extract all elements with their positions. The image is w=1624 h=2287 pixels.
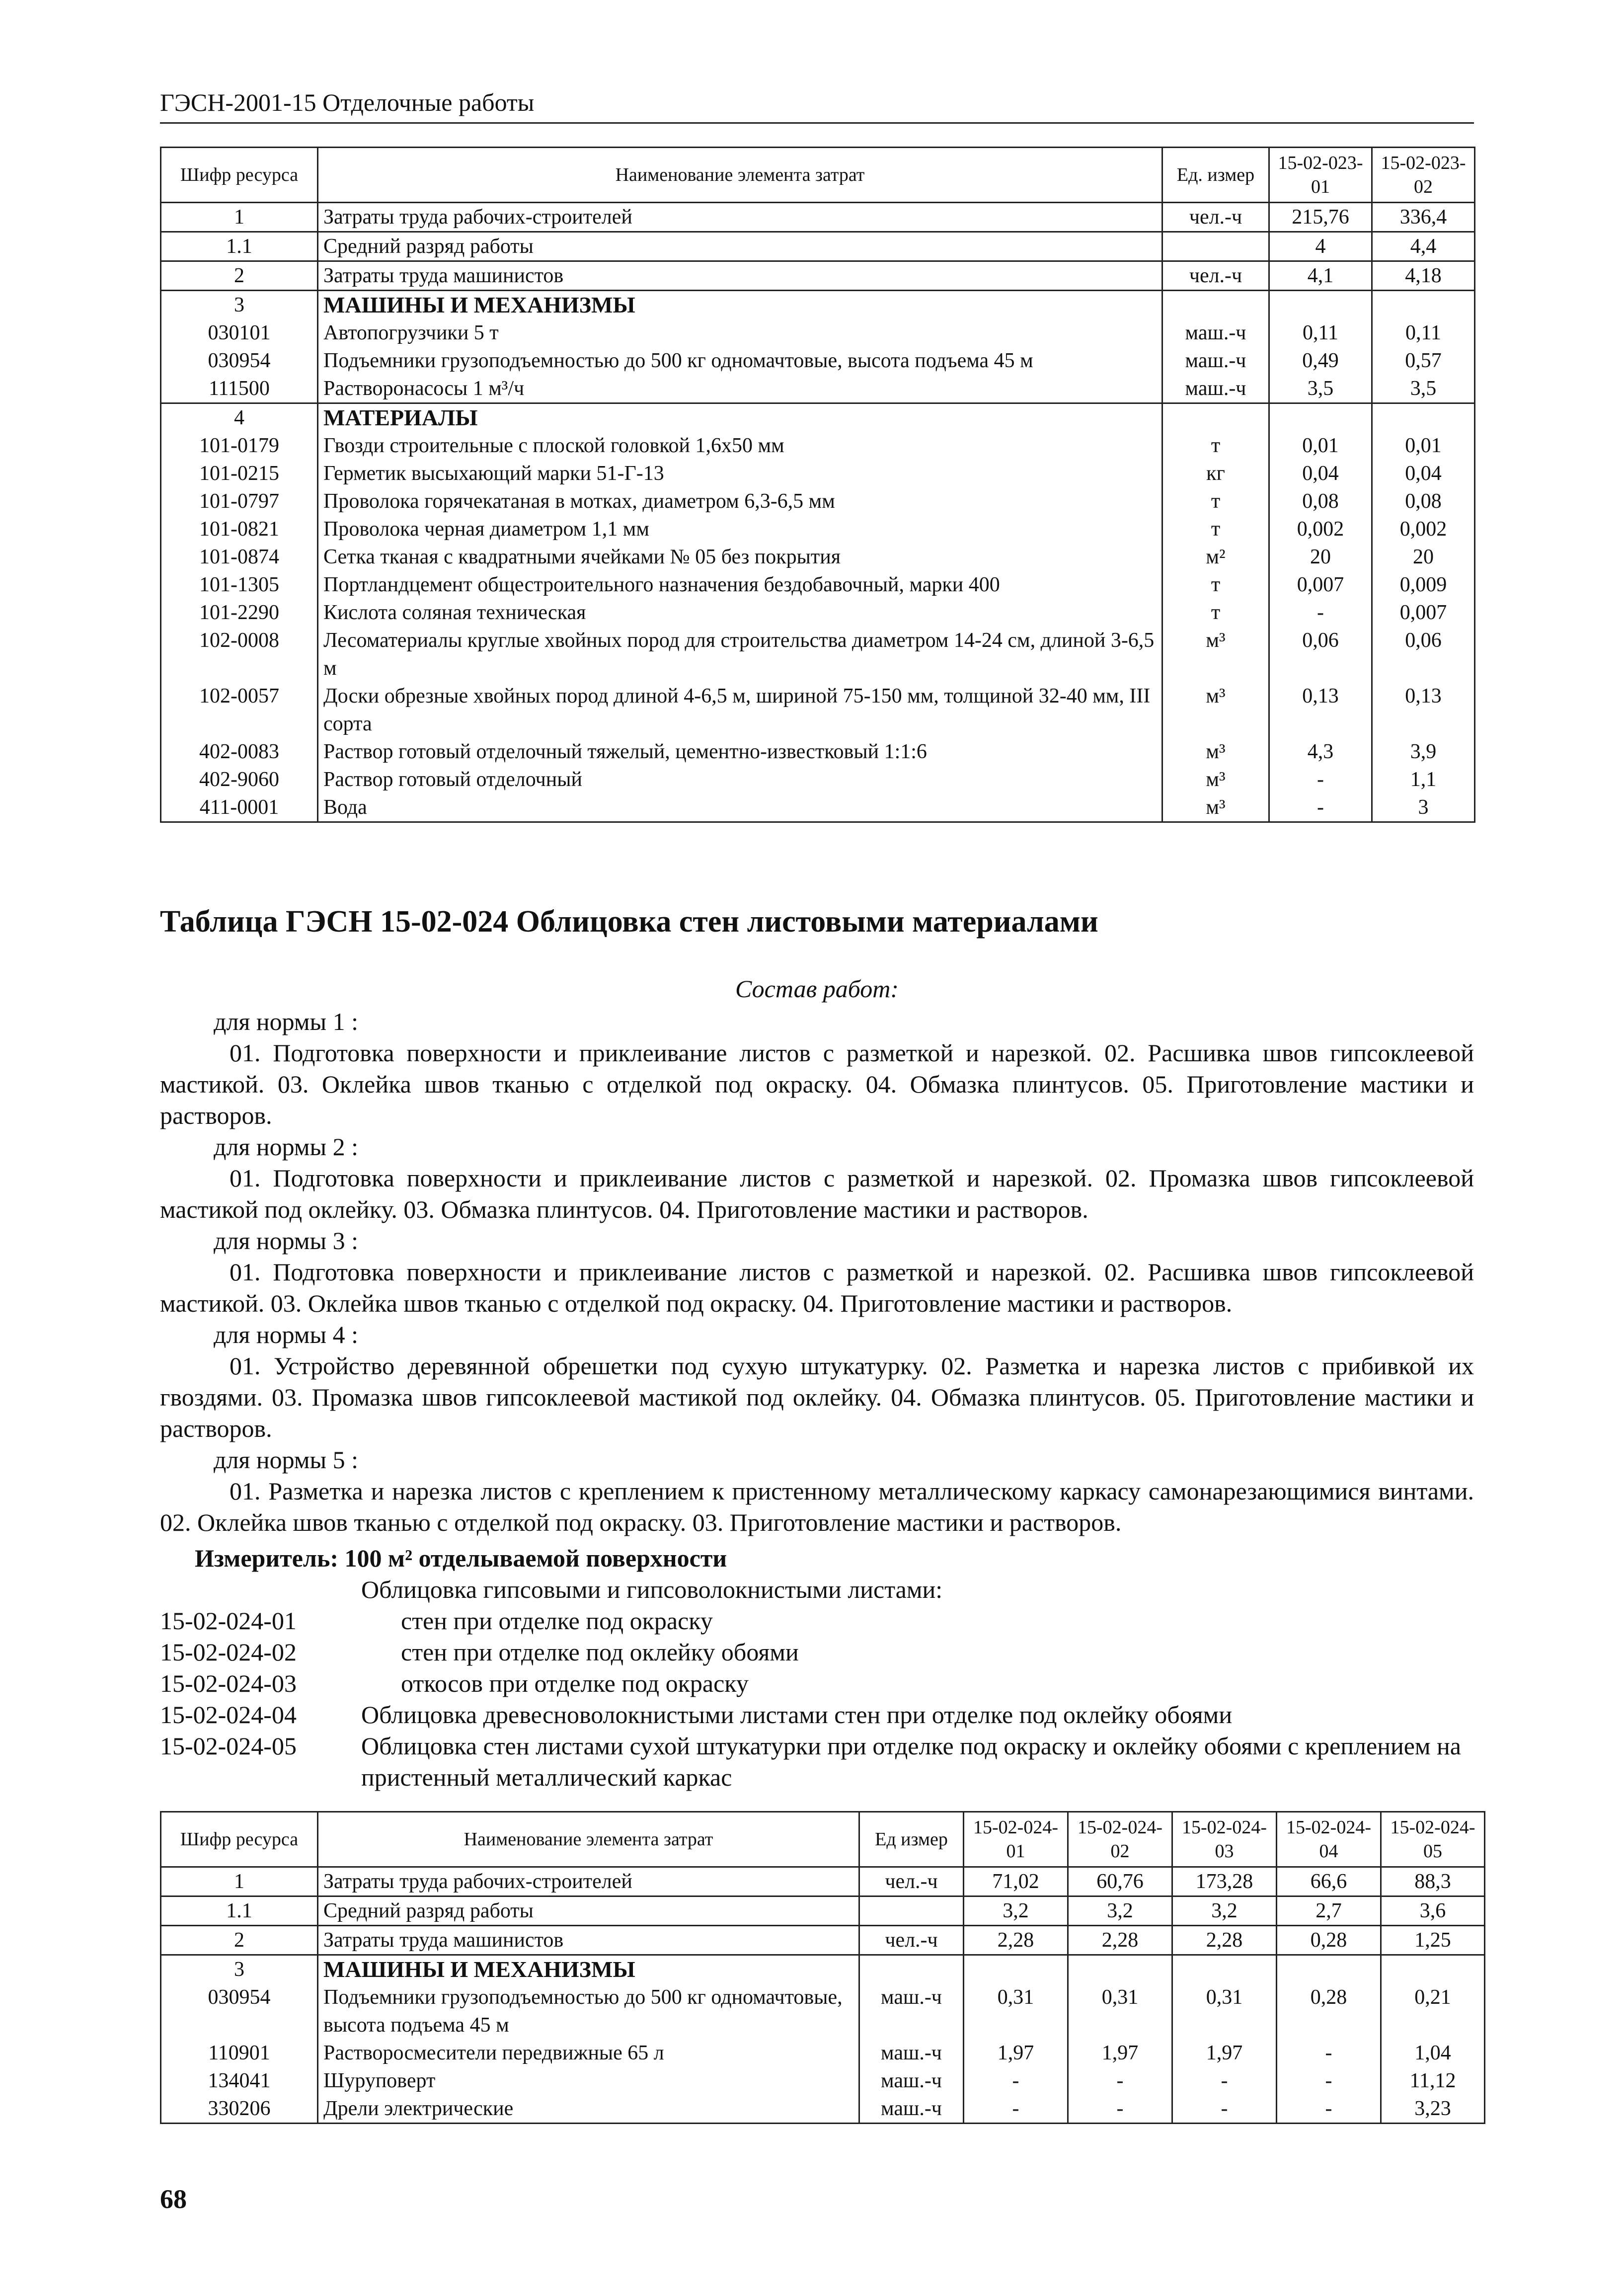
norm-value: 0,007 <box>1372 599 1475 627</box>
table-row <box>161 203 1475 232</box>
norm-value: 0,08 <box>1372 487 1475 515</box>
resource-unit: м³ <box>1162 682 1269 738</box>
norm-text: 01. Разметка и нарезка листов с креплением к пристенному металлическому каркасу самонарезающимися винтами. 02. Оклейка швов тканью с отделкой под окраску. 03. Приготовление мастики и растворов. <box>160 1477 1474 1536</box>
resource-code: 110901 <box>161 2039 318 2067</box>
resource-code: 111500 <box>161 375 318 403</box>
resource-code: 102-0008 <box>161 627 318 682</box>
norm-value: - <box>1269 793 1372 822</box>
resource-code: 101-0821 <box>161 515 318 543</box>
resource-name: Средний разряд работы <box>318 1896 859 1926</box>
table-row <box>161 682 1475 738</box>
norm-code-row <box>160 1699 1474 1731</box>
resource-name: Растворонасосы 1 м³/ч <box>318 375 1162 403</box>
column-header-norm: 15-02-024-01 <box>964 1812 1068 1867</box>
table-row <box>161 319 1475 347</box>
table-row <box>161 766 1475 793</box>
norm-value: 60,76 <box>1068 1867 1172 1896</box>
norm-value: 173,28 <box>1172 1867 1277 1896</box>
norm-value: 4,4 <box>1372 232 1475 261</box>
resource-unit: т <box>1162 515 1269 543</box>
norm-text: 01. Устройство деревянной обрешетки под сухую штукатурку. 02. Разметка и нарезка листов с прибивкой их гвоздями. 03. Промазка швов гипсоклеевой мастикой под оклейку. 04. Обмазка плинтусов. 05. Приготовление мастики и растворов. <box>160 1352 1474 1442</box>
resource-unit: маш.-ч <box>1162 375 1269 403</box>
resource-unit: м³ <box>1162 766 1269 793</box>
norm-value: 0,28 <box>1277 1983 1381 2039</box>
norm-value: 20 <box>1269 543 1372 571</box>
norm-code-text: откосов при отделке под окраску <box>401 1669 749 1697</box>
resource-table-024 <box>160 1811 1485 2124</box>
norm-code: 15-02-024-05 <box>160 1732 297 1760</box>
resource-unit: маш.-ч <box>1162 319 1269 347</box>
norm-label: для нормы 1 : <box>214 1008 359 1035</box>
resource-unit: м³ <box>1162 738 1269 766</box>
norm-value: 0,04 <box>1269 460 1372 487</box>
resource-code: 4 <box>161 403 318 432</box>
table-row <box>161 2067 1485 2095</box>
table-row <box>161 1926 1485 1955</box>
resource-table-023 <box>160 147 1475 823</box>
table-row <box>161 432 1475 460</box>
norm-value: 3,23 <box>1381 2095 1485 2124</box>
norm-value: 4,18 <box>1372 261 1475 291</box>
resource-unit <box>1162 291 1269 319</box>
norm-value: 3,2 <box>1172 1896 1277 1926</box>
norm-value: - <box>1068 2067 1172 2095</box>
norm-value: 1,04 <box>1381 2039 1485 2067</box>
resource-name: Подъемники грузоподъемностью до 500 кг одномачтовые, высота подъема 45 м <box>318 347 1162 375</box>
norm-value: 0,002 <box>1269 515 1372 543</box>
norm-value: 0,13 <box>1372 682 1475 738</box>
resource-unit: т <box>1162 487 1269 515</box>
norm-value <box>1172 1955 1277 1984</box>
resource-unit <box>1162 403 1269 432</box>
column-header-code: Шифр ресурса <box>161 1812 318 1867</box>
norm-value: 4,1 <box>1269 261 1372 291</box>
resource-code: 134041 <box>161 2067 318 2095</box>
norm-value: 0,002 <box>1372 515 1475 543</box>
norm-value: 0,01 <box>1372 432 1475 460</box>
column-header-name: Наименование элемента затрат <box>318 1812 859 1867</box>
page-header-title: ГЭСН-2001-15 Отделочные работы <box>160 88 535 116</box>
table-row <box>161 793 1475 822</box>
table-row <box>161 543 1475 571</box>
norm-value <box>964 1955 1068 1984</box>
norm-value: 3,5 <box>1372 375 1475 403</box>
table-row <box>161 1955 1485 1984</box>
norm-value: - <box>1277 2039 1381 2067</box>
column-header-norm: 15-02-023-02 <box>1372 148 1475 203</box>
resource-name: Растворосмесители передвижные 65 л <box>318 2039 859 2067</box>
meter-line: Измеритель: 100 м² отделываемой поверхности <box>195 1544 727 1572</box>
table-row <box>161 375 1475 403</box>
norm-value: - <box>1277 2067 1381 2095</box>
norm-value: 71,02 <box>964 1867 1068 1896</box>
norm-value: 1,25 <box>1381 1926 1485 1955</box>
norm-code-row <box>160 1668 1474 1699</box>
resource-name: Раствор готовый отделочный тяжелый, цементно-известковый 1:1:6 <box>318 738 1162 766</box>
norm-code-text: стен при отделке под окраску <box>401 1607 713 1635</box>
table-row <box>161 571 1475 599</box>
table-row <box>161 487 1475 515</box>
table-row <box>161 261 1475 291</box>
resource-code: 102-0057 <box>161 682 318 738</box>
norm-value: 0,31 <box>964 1983 1068 2039</box>
resource-unit: маш.-ч <box>859 2095 964 2124</box>
resource-unit: чел.-ч <box>859 1867 964 1896</box>
norm-value: 336,4 <box>1372 203 1475 232</box>
table-row <box>161 627 1475 682</box>
work-composition-heading: Состав работ: <box>735 975 899 1003</box>
norm-value: 1,1 <box>1372 766 1475 793</box>
resource-unit <box>859 1896 964 1926</box>
resource-code: 101-1305 <box>161 571 318 599</box>
norm-text: 01. Подготовка поверхности и приклеивание листов с разметкой и нарезкой. 02. Расшивка швов гипсоклеевой мастикой. 03. Оклейка швов тканью с отделкой под окраску. 04. Приготовление мастики и растворов. <box>160 1258 1474 1317</box>
resource-name: Портландцемент общестроительного назначения бездобавочный, марки 400 <box>318 571 1162 599</box>
resource-name: Вода <box>318 793 1162 822</box>
resource-name: Сетка тканая с квадратными ячейками № 05 без покрытия <box>318 543 1162 571</box>
norm-value: - <box>1277 2095 1381 2124</box>
norm-value <box>1381 1955 1485 1984</box>
norm-value: 2,28 <box>964 1926 1068 1955</box>
norm-code-text: Облицовка стен листами сухой штукатурки при отделке под окраску и оклейку обоями с креплением на пристенный металлический каркас <box>361 1732 1461 1791</box>
norm-value: 4 <box>1269 232 1372 261</box>
norm-value: 0,009 <box>1372 571 1475 599</box>
column-header-name: Наименование элемента затрат <box>318 148 1162 203</box>
norm-code-text: стен при отделке под оклейку обоями <box>401 1638 799 1666</box>
resource-name: Затраты труда рабочих-строителей <box>318 1867 859 1896</box>
column-header-code: Шифр ресурса <box>161 148 318 203</box>
resource-code: 1.1 <box>161 1896 318 1926</box>
resource-code: 030954 <box>161 1983 318 2039</box>
resource-code: 101-0179 <box>161 432 318 460</box>
resource-code: 030101 <box>161 319 318 347</box>
table-row <box>161 515 1475 543</box>
resource-unit: маш.-ч <box>859 2067 964 2095</box>
resource-unit: маш.-ч <box>859 1983 964 2039</box>
table-header-row <box>161 148 1475 203</box>
column-header-unit: Ед. измер <box>1162 148 1269 203</box>
norm-value: 20 <box>1372 543 1475 571</box>
resource-name: Затраты труда машинистов <box>318 1926 859 1955</box>
norm-value: 0,49 <box>1269 347 1372 375</box>
norm-label: для нормы 3 : <box>214 1227 359 1255</box>
table-row <box>161 232 1475 261</box>
resource-unit <box>859 1955 964 1984</box>
resource-name: Проволока черная диаметром 1,1 мм <box>318 515 1162 543</box>
resource-unit: т <box>1162 432 1269 460</box>
norm-value: 1,97 <box>1068 2039 1172 2067</box>
column-header-norm: 15-02-023-01 <box>1269 148 1372 203</box>
norm-value: 4,3 <box>1269 738 1372 766</box>
norm-value: 3,2 <box>1068 1896 1172 1926</box>
norm-value: 0,31 <box>1172 1983 1277 2039</box>
resource-code: 2 <box>161 261 318 291</box>
resource-unit: т <box>1162 571 1269 599</box>
norm-value: 0,28 <box>1277 1926 1381 1955</box>
norm-code-row <box>160 1637 1474 1668</box>
resource-name: Раствор готовый отделочный <box>318 766 1162 793</box>
norm-text: 01. Подготовка поверхности и приклеивание листов с разметкой и нарезкой. 02. Расшивка швов гипсоклеевой мастикой. 03. Оклейка швов тканью с отделкой под окраску. 04. Обмазка плинтусов. 05. Приготовление мастики и растворов. <box>160 1039 1474 1129</box>
page-number: 68 <box>160 2184 187 2214</box>
resource-unit: чел.-ч <box>1162 261 1269 291</box>
norm-code-text: Облицовка древесноволокнистыми листами стен при отделке под оклейку обоями <box>361 1701 1233 1729</box>
norm-value <box>1269 403 1372 432</box>
resource-code: 1.1 <box>161 232 318 261</box>
resource-name: Автопогрузчики 5 т <box>318 319 1162 347</box>
resource-name: Герметик высыхающий марки 51-Г-13 <box>318 460 1162 487</box>
norm-value: - <box>1172 2095 1277 2124</box>
column-header-norm: 15-02-024-05 <box>1381 1812 1485 1867</box>
norm-value: 215,76 <box>1269 203 1372 232</box>
table-row <box>161 738 1475 766</box>
resource-code: 2 <box>161 1926 318 1955</box>
norm-label: для нормы 4 : <box>214 1321 359 1348</box>
resource-name: Затраты труда рабочих-строителей <box>318 203 1162 232</box>
resource-code: 411-0001 <box>161 793 318 822</box>
norm-value <box>1068 1955 1172 1984</box>
resource-name: Проволока горячекатаная в мотках, диаметром 6,3-6,5 мм <box>318 487 1162 515</box>
norm-value: 1,97 <box>964 2039 1068 2067</box>
resource-unit: маш.-ч <box>859 2039 964 2067</box>
norm-value <box>1277 1955 1381 1984</box>
resource-code: 101-0874 <box>161 543 318 571</box>
norm-value <box>1269 291 1372 319</box>
resource-code: 030954 <box>161 347 318 375</box>
resource-name: МАШИНЫ И МЕХАНИЗМЫ <box>318 291 1162 319</box>
group-title-row <box>160 1574 1474 1605</box>
norm-value: 0,08 <box>1269 487 1372 515</box>
norm-value: 2,28 <box>1068 1926 1172 1955</box>
norm-label: для нормы 2 : <box>214 1133 359 1161</box>
norm-value: - <box>1269 766 1372 793</box>
norm-value: 0,06 <box>1269 627 1372 682</box>
table-row <box>161 1983 1485 2039</box>
resource-name: Лесоматериалы круглые хвойных пород для строительства диаметром 14-24 см, длиной 3-6,5 м <box>318 627 1162 682</box>
resource-name: Шуруповерт <box>318 2067 859 2095</box>
resource-name: Затраты труда машинистов <box>318 261 1162 291</box>
resource-unit: м² <box>1162 543 1269 571</box>
work-composition-list <box>160 1006 1474 1538</box>
norm-value: - <box>1269 599 1372 627</box>
resource-code: 1 <box>161 1867 318 1896</box>
norm-value: - <box>1172 2067 1277 2095</box>
norm-value: 0,04 <box>1372 460 1475 487</box>
norm-value: 11,12 <box>1381 2067 1485 2095</box>
resource-name: Средний разряд работы <box>318 232 1162 261</box>
norm-value: 0,11 <box>1372 319 1475 347</box>
norm-value: 3,9 <box>1372 738 1475 766</box>
resource-name: Доски обрезные хвойных пород длиной 4-6,5 м, шириной 75-150 мм, толщиной 32-40 мм, III сорта <box>318 682 1162 738</box>
norm-value: 3,5 <box>1269 375 1372 403</box>
norm-value: - <box>964 2067 1068 2095</box>
norm-value: 0,57 <box>1372 347 1475 375</box>
resource-code: 3 <box>161 1955 318 1984</box>
resource-code: 101-0797 <box>161 487 318 515</box>
norm-code: 15-02-024-01 <box>160 1607 297 1635</box>
norm-value <box>1372 291 1475 319</box>
resource-unit: маш.-ч <box>1162 347 1269 375</box>
resource-code: 101-2290 <box>161 599 318 627</box>
norm-value <box>1372 403 1475 432</box>
norm-value: 0,007 <box>1269 571 1372 599</box>
norm-value: 2,7 <box>1277 1896 1381 1926</box>
norm-code: 15-02-024-03 <box>160 1669 297 1697</box>
resource-unit: кг <box>1162 460 1269 487</box>
resource-unit: т <box>1162 599 1269 627</box>
column-header-unit: Ед измер <box>859 1812 964 1867</box>
resource-name: МАШИНЫ И МЕХАНИЗМЫ <box>318 1955 859 1984</box>
group-title: Облицовка гипсовыми и гипсоволокнистыми листами: <box>361 1576 943 1603</box>
column-header-norm: 15-02-024-03 <box>1172 1812 1277 1867</box>
column-header-norm: 15-02-024-02 <box>1068 1812 1172 1867</box>
norm-value: 3 <box>1372 793 1475 822</box>
resource-name: МАТЕРИАЛЫ <box>318 403 1162 432</box>
table-row <box>161 599 1475 627</box>
table-row <box>161 291 1475 319</box>
norm-value: 0,21 <box>1381 1983 1485 2039</box>
resource-name: Кислота соляная техническая <box>318 599 1162 627</box>
table-row <box>161 1896 1485 1926</box>
norm-value: 0,13 <box>1269 682 1372 738</box>
norm-value: 88,3 <box>1381 1867 1485 1896</box>
table-row <box>161 403 1475 432</box>
resource-name: Гвозди строительные с плоской головкой 1,6x50 мм <box>318 432 1162 460</box>
resource-code: 101-0215 <box>161 460 318 487</box>
column-header-norm: 15-02-024-04 <box>1277 1812 1381 1867</box>
norm-value: 3,2 <box>964 1896 1068 1926</box>
resource-unit: м³ <box>1162 627 1269 682</box>
norm-value: 2,28 <box>1172 1926 1277 1955</box>
meter-block <box>160 1543 1474 1793</box>
norm-value: 1,97 <box>1172 2039 1277 2067</box>
norm-value: 66,6 <box>1277 1867 1381 1896</box>
resource-code: 330206 <box>161 2095 318 2124</box>
resource-unit: чел.-ч <box>859 1926 964 1955</box>
norm-value: 0,01 <box>1269 432 1372 460</box>
table-row <box>161 2039 1485 2067</box>
norm-value: 3,6 <box>1381 1896 1485 1926</box>
table-header-row <box>161 1812 1485 1867</box>
resource-unit: м³ <box>1162 793 1269 822</box>
resource-name: Подъемники грузоподъемностью до 500 кг одномачтовые, высота подъема 45 м <box>318 1983 859 2039</box>
resource-name: Дрели электрические <box>318 2095 859 2124</box>
norm-value: 0,11 <box>1269 319 1372 347</box>
norm-code-row <box>160 1605 1474 1637</box>
norm-value: - <box>1068 2095 1172 2124</box>
norm-text: 01. Подготовка поверхности и приклеивание листов с разметкой и нарезкой. 02. Промазка швов гипсоклеевой мастикой под оклейку. 03. Обмазка плинтусов. 04. Приготовление мастики и растворов. <box>160 1164 1474 1223</box>
norm-code-row <box>160 1731 1474 1793</box>
norm-value: - <box>964 2095 1068 2124</box>
norm-code: 15-02-024-02 <box>160 1638 297 1666</box>
resource-unit <box>1162 232 1269 261</box>
norm-label: для нормы 5 : <box>214 1446 359 1474</box>
resource-unit: чел.-ч <box>1162 203 1269 232</box>
table-row <box>161 1867 1485 1896</box>
norm-code: 15-02-024-04 <box>160 1701 297 1729</box>
resource-code: 3 <box>161 291 318 319</box>
section-title: Таблица ГЭСН 15-02-024 Облицовка стен листовыми материалами <box>160 905 1098 939</box>
page-header <box>160 87 1474 124</box>
resource-code: 402-9060 <box>161 766 318 793</box>
table-row <box>161 460 1475 487</box>
resource-code: 1 <box>161 203 318 232</box>
resource-code: 402-0083 <box>161 738 318 766</box>
norm-value: 0,31 <box>1068 1983 1172 2039</box>
table-row <box>161 347 1475 375</box>
norm-value: 0,06 <box>1372 627 1475 682</box>
table-row <box>161 2095 1485 2124</box>
